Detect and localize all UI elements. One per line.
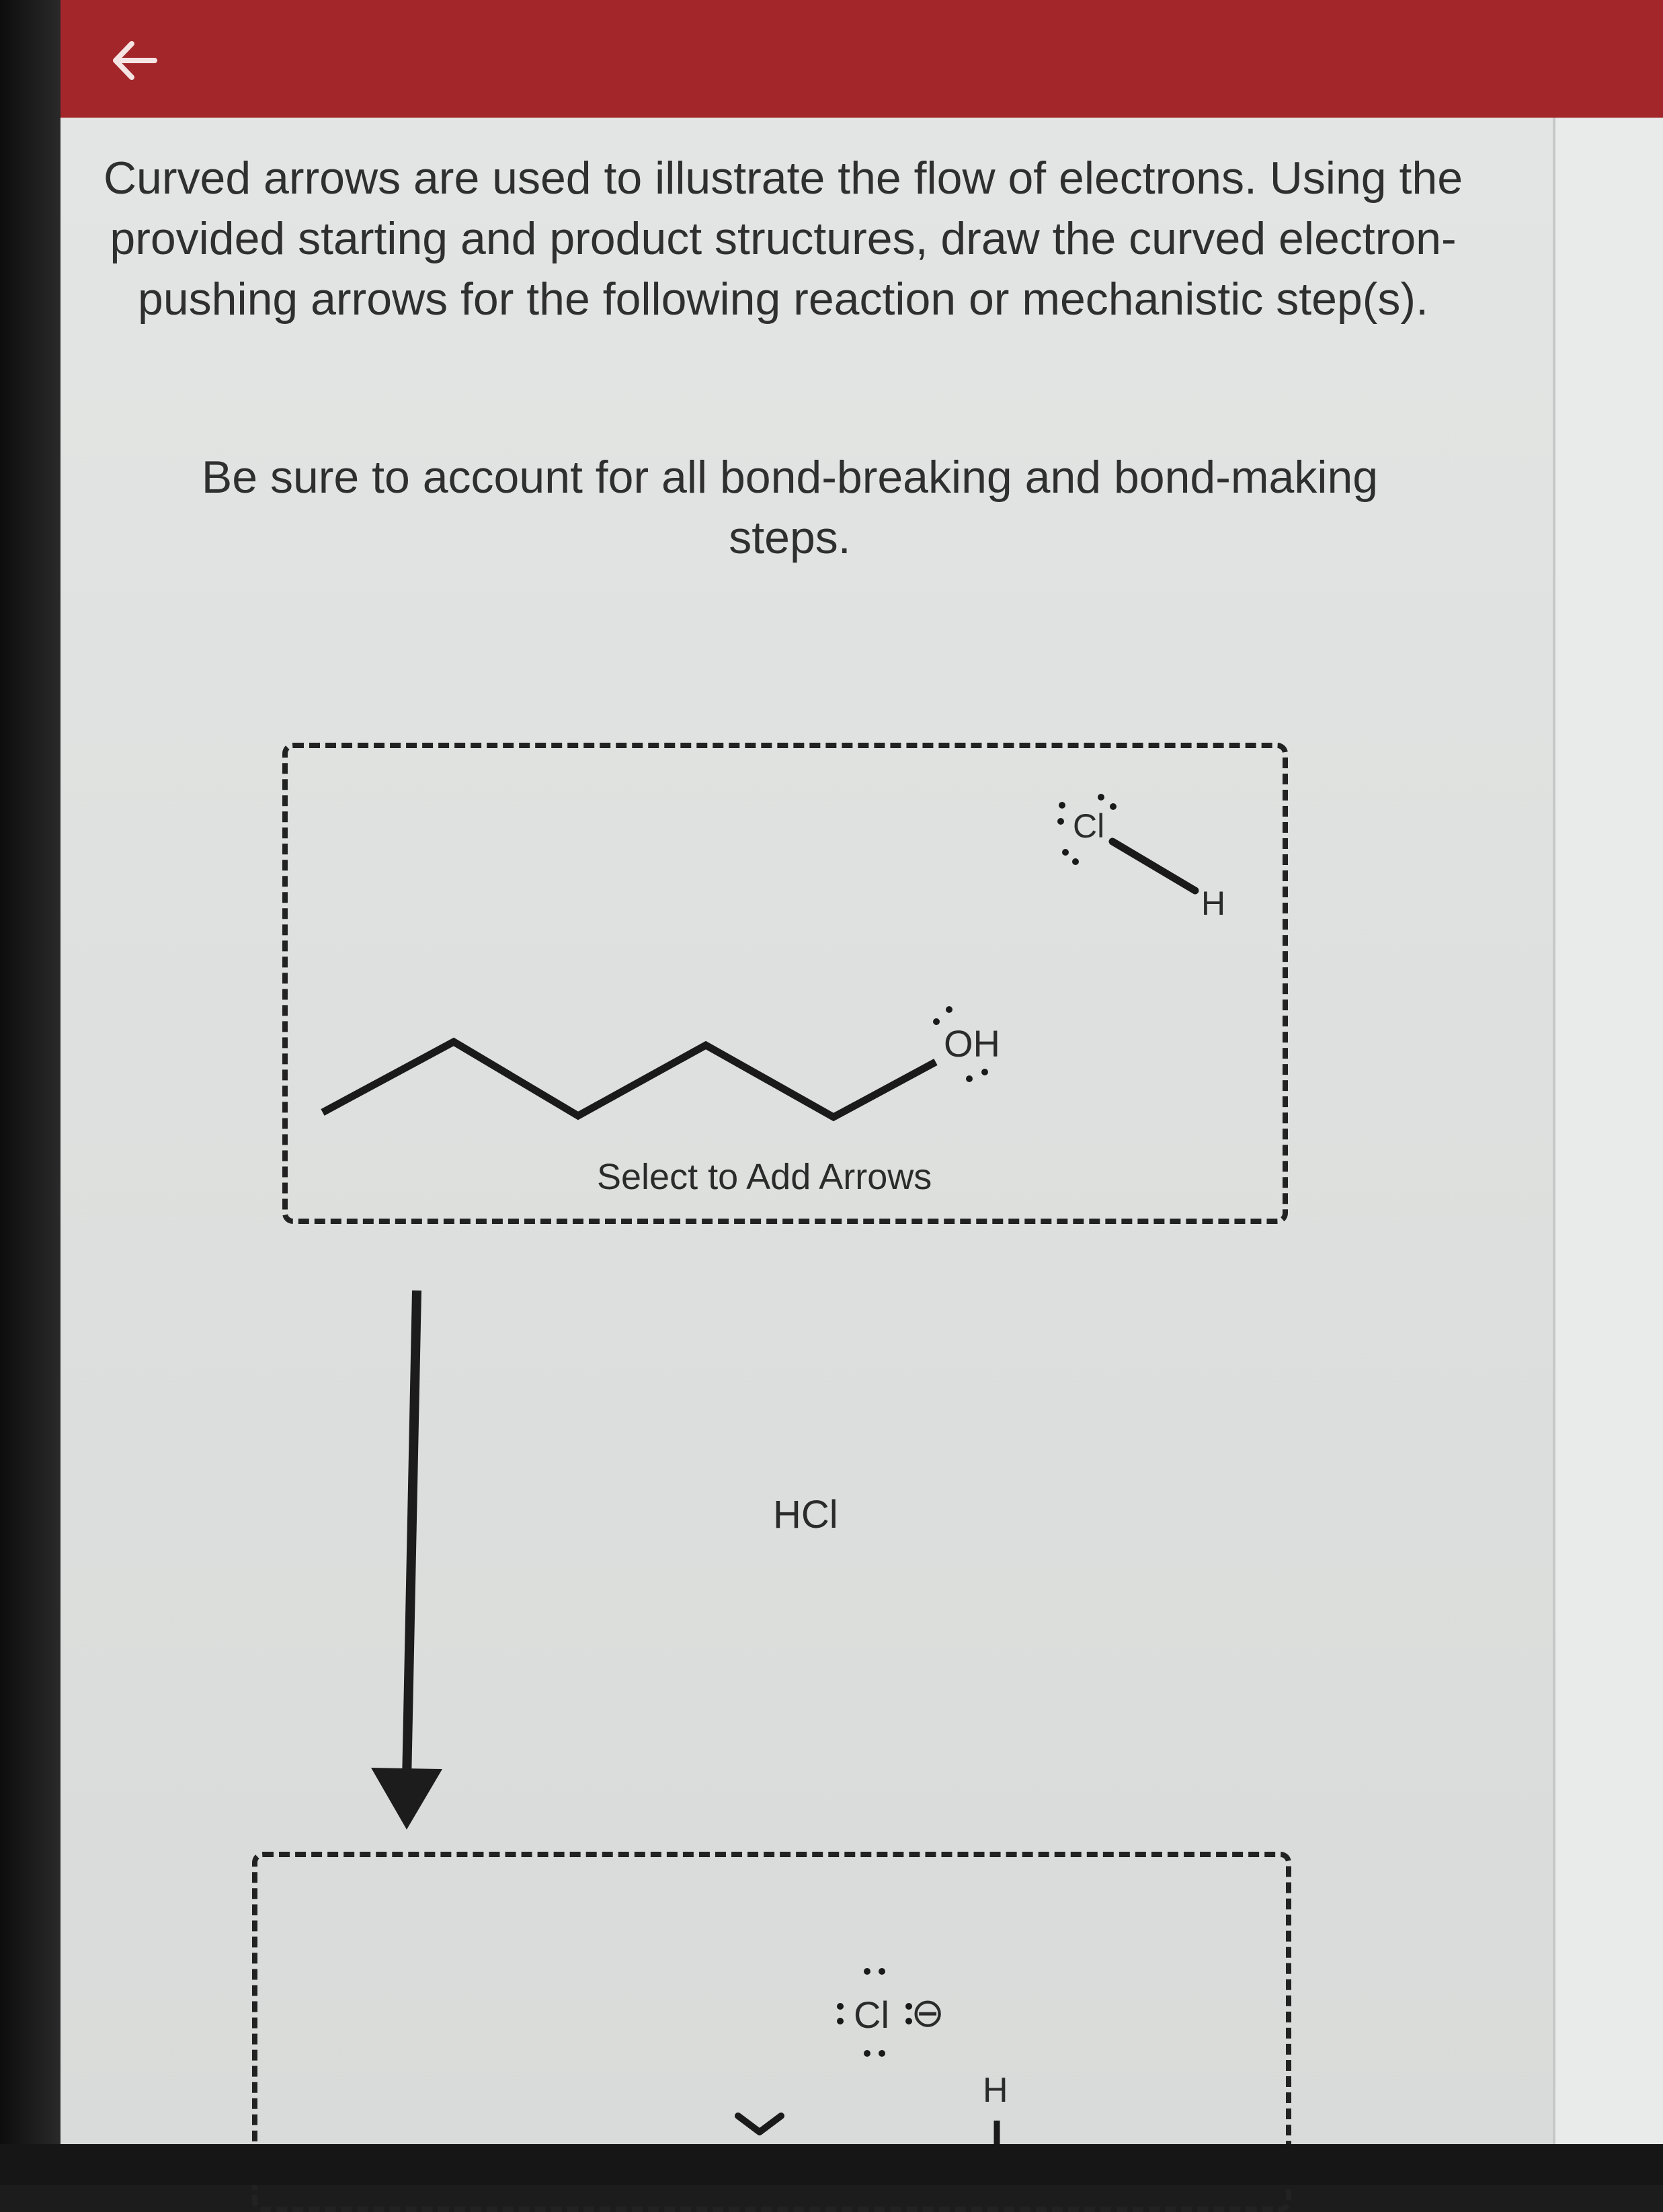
oh-lone-pair-bottom-1 (966, 1075, 973, 1082)
h-cl-bond (1112, 842, 1195, 891)
oh-lone-pair-bottom-2 (981, 1069, 988, 1075)
negative-charge-symbol: ⊖ (911, 1990, 945, 2035)
instructions-paragraph-2: Be sure to account for all bond-breaking and bond-making steps. (201, 452, 1379, 563)
reagent-label: HCl (773, 1493, 838, 1537)
oh-lone-pair-top-2 (946, 1006, 952, 1013)
reaction-arrow-head (371, 1768, 442, 1830)
instructions-paragraph-1: Curved arrows are used to illustrate the flow of electrons. Using the provided starting and product structures, draw the curved electron-pushing arrows for the following reaction or mechanistic step(s). (103, 153, 1463, 325)
chloride-label: Cl (854, 1994, 889, 2036)
device-bezel-bottom (0, 2144, 1663, 2185)
cl-lone-pair-1 (1059, 802, 1065, 809)
add-arrows-hint[interactable]: Select to Add Arrows (597, 1157, 932, 1197)
reaction-arrow-shaft (407, 1291, 417, 1781)
hcl-hydrogen-label: H (1201, 885, 1226, 922)
hcl-chlorine-label: Cl (1073, 807, 1105, 845)
cl-lone-pair-5 (1062, 849, 1069, 856)
oh-group-label: OH (944, 1022, 1000, 1065)
cl-lone-pair-4 (1110, 803, 1117, 810)
product-hydrogen-label: H (983, 2071, 1008, 2110)
carbon-chain-bonds (323, 1042, 936, 1117)
cl-lone-pair-2 (1057, 818, 1064, 825)
cl-lone-pair-3 (1098, 794, 1104, 801)
cl-lone-pair-6 (1072, 858, 1079, 865)
oh-lone-pair-top-1 (933, 1018, 940, 1025)
